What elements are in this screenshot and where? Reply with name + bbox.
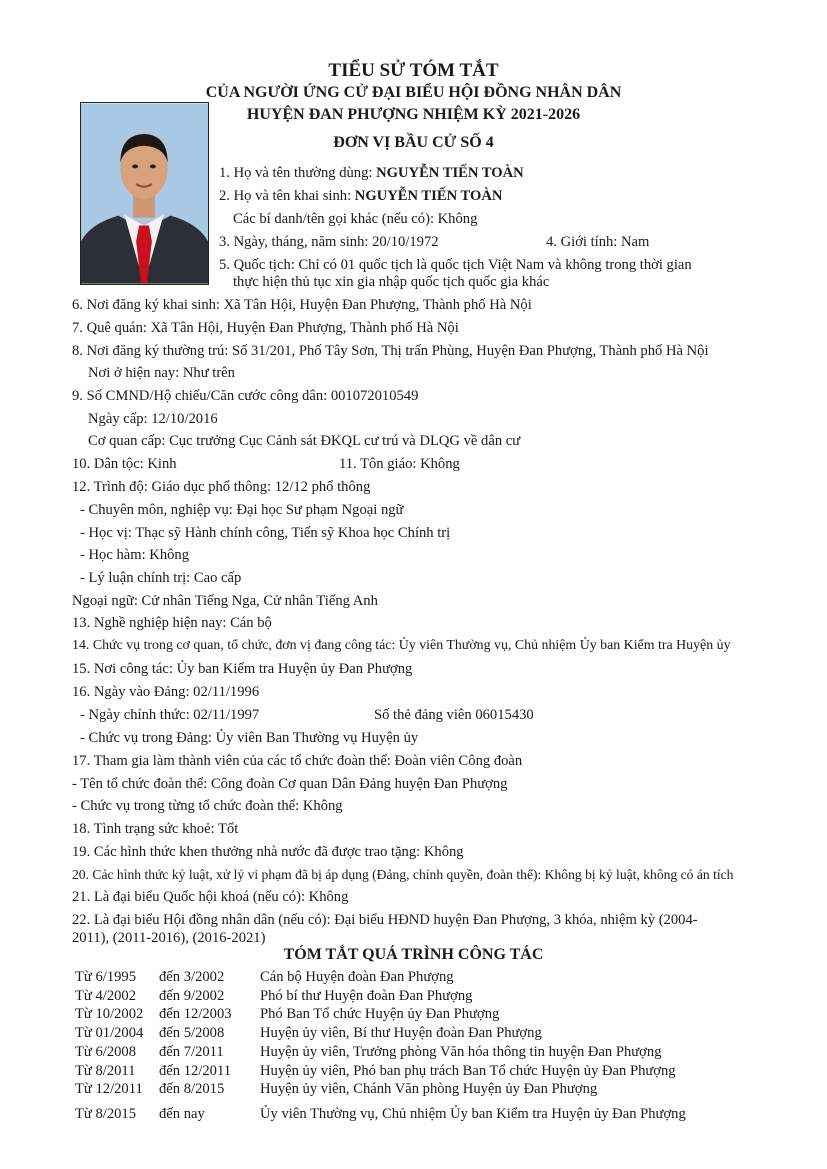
work-history-from: Từ 01/2004: [75, 1025, 144, 1041]
health-line: 18. Tình trạng sức khoẻ: Tốt: [72, 821, 239, 837]
work-history-from: Từ 4/2002: [75, 988, 137, 1004]
council-delegate-line: 22. Là đại biểu Hội đồng nhân dân (nếu có): Đại biểu HĐND huyện Đan Phượng, 3 khóa, nhiệm kỳ (2004-: [72, 912, 698, 928]
alias-line: Các bí danh/tên gọi khác (nếu có): Không: [233, 211, 478, 227]
council-delegate-line-cont: 2011), (2011-2016), (2016-2021): [72, 930, 266, 946]
party-official-date-line: - Ngày chính thức: 02/11/1997: [80, 707, 260, 723]
ethnicity-line: 10. Dân tộc: Kinh: [72, 456, 177, 472]
nationality-line: 5. Quốc tịch: Chỉ có 01 quốc tịch là quốc tịch Việt Nam và không trong thời gian: [219, 257, 692, 273]
national-assembly-line: 21. Là đại biểu Quốc hội khoá (nếu có): Không: [72, 889, 349, 905]
document-title: TIỂU SỬ TÓM TẮT: [328, 60, 499, 81]
birth-name-value: NGUYỄN TIẾN TOÀN: [354, 188, 503, 204]
occupation-line: 13. Nghề nghiệp hiện nay: Cán bộ: [72, 615, 272, 631]
discipline-line: 20. Các hình thức kỷ luật, xử lý vi phạm đã bị áp dụng (Đảng, chính quyền, đoàn thể): Không bị kỷ luật, không có án tích: [72, 867, 734, 882]
id-number-line: 9. Số CMND/Hộ chiếu/Căn cước công dân: 001072010549: [72, 388, 419, 404]
birth-name-line: 2. Họ và tên khai sinh: NGUYỄN TIẾN TOÀN: [219, 188, 503, 204]
education-line: 12. Trình độ: Giáo dục phổ thông: 12/12 phổ thông: [72, 479, 371, 495]
work-history-desc: Cán bộ Huyện đoàn Đan Phượng: [260, 969, 454, 985]
nationality-line-cont: thực hiện thủ tục xin gia nhập quốc tịch quốc gia khác: [233, 274, 550, 290]
work-history-title: TÓM TẮT QUÁ TRÌNH CÔNG TÁC: [283, 946, 544, 963]
work-history-desc: Huyện ủy viên, Chánh Văn phòng Huyện ủy Đan Phượng: [260, 1081, 598, 1097]
gender-line: 4. Giới tính: Nam: [546, 234, 650, 250]
full-name-value: NGUYỄN TIẾN TOÀN: [376, 165, 524, 181]
work-history-desc: Phó Ban Tổ chức Huyện ủy Đan Phượng: [260, 1006, 500, 1022]
work-history-from: Từ 10/2002: [75, 1006, 144, 1022]
work-history-desc: Huyện ủy viên, Trưởng phòng Văn hóa thông tin huyện Đan Phượng: [260, 1044, 662, 1060]
electoral-unit: ĐƠN VỊ BẦU CỬ SỐ 4: [333, 134, 494, 151]
document-term: HUYỆN ĐAN PHƯỢNG NHIỆM KỲ 2021-2026: [246, 106, 581, 123]
work-history-desc: Huyện ủy viên, Bí thư Huyện đoàn Đan Phượng: [260, 1025, 542, 1041]
organization-position-line: - Chức vụ trong từng tổ chức đoàn thể: Không: [72, 798, 343, 814]
work-history-desc: Ủy viên Thường vụ, Chủ nhiệm Ủy ban Kiểm tra Huyện ủy Đan Phượng: [260, 1106, 686, 1122]
work-history-to: đến 12/2003: [159, 1006, 232, 1022]
work-history-to: đến nay: [159, 1106, 205, 1122]
id-issuer-line: Cơ quan cấp: Cục trưởng Cục Cảnh sát ĐKQL cư trú và DLQG về dân cư: [88, 433, 521, 449]
work-history-from: Từ 6/2008: [75, 1044, 137, 1060]
party-position-line: - Chức vụ trong Đảng: Ủy viên Ban Thường vụ Huyện ủy: [80, 730, 419, 746]
work-history-desc: Phó bí thư Huyện đoàn Đan Phượng: [260, 988, 473, 1004]
academic-title-line: - Học hàm: Không: [80, 547, 190, 563]
id-issue-date-line: Ngày cấp: 12/10/2016: [88, 411, 218, 427]
work-history-from: Từ 8/2011: [75, 1063, 136, 1079]
work-history-to: đến 9/2002: [159, 988, 225, 1004]
portrait-photo: [80, 102, 209, 285]
document-subtitle: CỦA NGƯỜI ỨNG CỬ ĐẠI BIỂU HỘI ĐỒNG NHÂN DÂN: [205, 84, 622, 101]
work-history-from: Từ 8/2015: [75, 1106, 137, 1122]
work-history-to: đến 5/2008: [159, 1025, 225, 1041]
specialty-line: - Chuyên môn, nghiệp vụ: Đại học Sư phạm Ngoại ngữ: [80, 502, 404, 518]
awards-line: 19. Các hình thức khen thưởng nhà nước đã được trao tặng: Không: [72, 844, 464, 860]
work-history-to: đến 8/2015: [159, 1081, 225, 1097]
party-join-date-line: 16. Ngày vào Đảng: 02/11/1996: [72, 684, 260, 700]
workplace-line: 15. Nơi công tác: Ủy ban Kiểm tra Huyện ủy Đan Phượng: [72, 661, 413, 677]
work-history-desc: Huyện ủy viên, Phó ban phụ trách Ban Tổ chức Huyện ủy Đan Phượng: [260, 1063, 676, 1079]
birth-registration-line: 6. Nơi đăng ký khai sinh: Xã Tân Hội, Huyện Đan Phượng, Thành phố Hà Nội: [72, 297, 532, 313]
permanent-residence-line: 8. Nơi đăng ký thường trú: Số 31/201, Phố Tây Sơn, Thị trấn Phùng, Huyện Đan Phượng, Thành phố Hà Nội: [72, 343, 709, 359]
hometown-line: 7. Quê quán: Xã Tân Hội, Huyện Đan Phượng, Thành phố Hà Nội: [72, 320, 459, 336]
work-history-from: Từ 12/2011: [75, 1081, 143, 1097]
organization-name-line: - Tên tổ chức đoàn thể: Công đoàn Cơ quan Dân Đảng huyện Đan Phượng: [72, 776, 508, 792]
full-name-line: 1. Họ và tên thường dùng: NGUYỄN TIẾN TOÀN: [219, 165, 524, 181]
work-history-to: đến 3/2002: [159, 969, 225, 985]
portrait-photo-icon: [81, 103, 208, 284]
work-history-to: đến 12/2011: [159, 1063, 232, 1079]
degree-line: - Học vị: Thạc sỹ Hành chính công, Tiến sỹ Khoa học Chính trị: [80, 525, 451, 541]
foreign-language-line: Ngoại ngữ: Cử nhân Tiếng Nga, Cử nhân Tiếng Anh: [72, 593, 378, 609]
work-history-from: Từ 6/1995: [75, 969, 137, 985]
current-residence-line: Nơi ở hiện nay: Như trên: [88, 365, 235, 381]
position-line: 14. Chức vụ trong cơ quan, tổ chức, đơn vị đang công tác: Ủy viên Thường vụ, Chủ nhiệm Ủy ban Kiểm tra Huyện ủy: [72, 638, 731, 653]
work-history-to: đến 7/2011: [159, 1044, 224, 1060]
birthdate-line: 3. Ngày, tháng, năm sinh: 20/10/1972: [219, 234, 439, 250]
mass-organization-line: 17. Tham gia làm thành viên của các tổ chức đoàn thể: Đoàn viên Công đoàn: [72, 753, 523, 769]
party-card-number-line: Số thẻ đảng viên 06015430: [374, 707, 534, 723]
political-theory-line: - Lý luận chính trị: Cao cấp: [80, 570, 242, 586]
religion-line: 11. Tôn giáo: Không: [339, 456, 460, 472]
